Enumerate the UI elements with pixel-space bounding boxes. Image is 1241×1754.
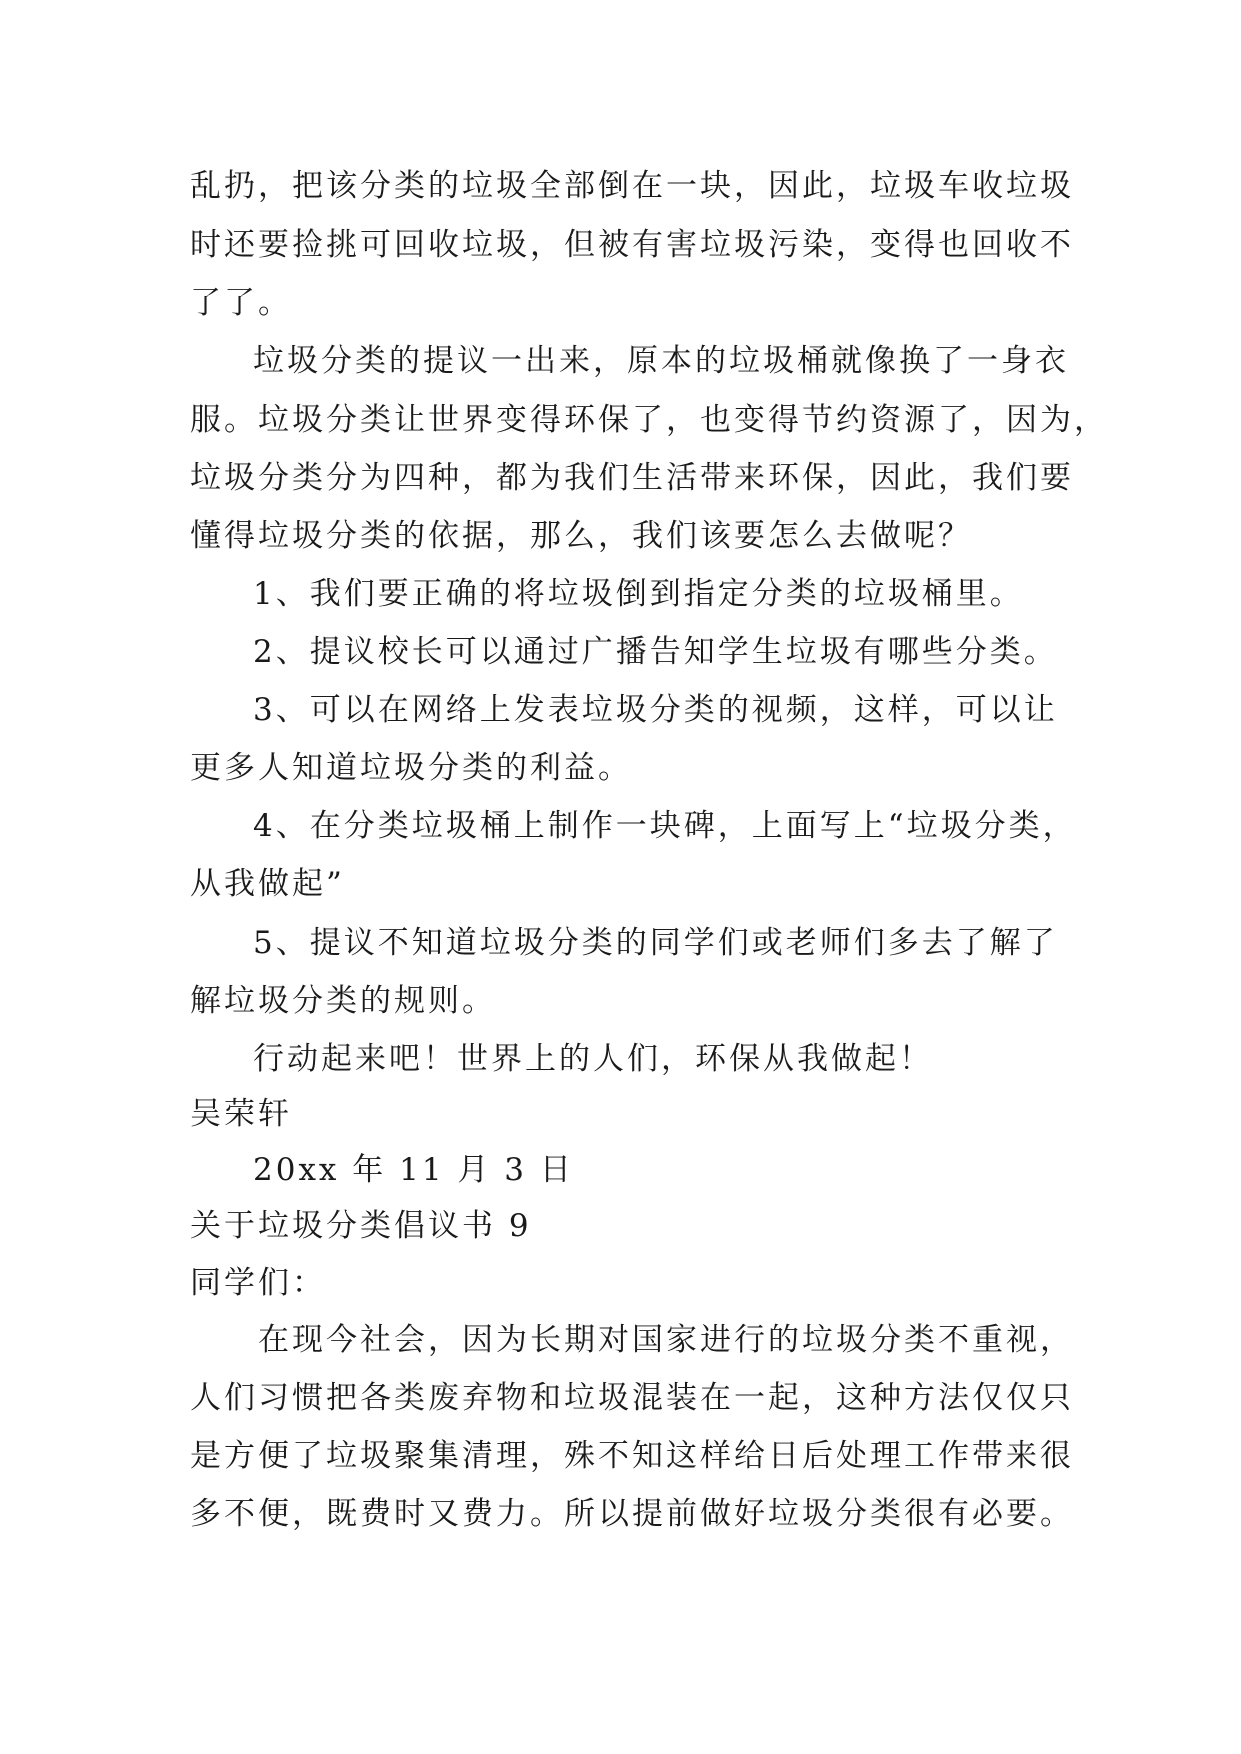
list-item-3: 3、可以在网络上发表垃圾分类的视频，这样，可以让 (253, 692, 1058, 728)
list-item-2: 2、提议校长可以通过广播告知学生垃圾有哪些分类。 (253, 634, 1058, 670)
author-name: 吴荣轩 (190, 1096, 292, 1132)
paragraph-start: 垃圾分类的提议一出来，原本的垃圾桶就像换了一身衣 (253, 343, 1069, 379)
text-line: 懂得垃圾分类的依据，那么，我们该要怎么去做呢？ (190, 518, 972, 554)
text-line: 更多人知道垃圾分类的利益。 (190, 750, 632, 786)
text-line: 是方便了垃圾聚集清理，殊不知这样给日后处理工作带来很 (190, 1438, 1074, 1474)
text-line: 从我做起” (190, 866, 345, 902)
section-title: 关于垃圾分类倡议书 9 (190, 1208, 532, 1244)
salutation: 同学们： (190, 1265, 326, 1301)
text-line: 了了。 (190, 285, 292, 321)
date-line: 20xx 年 11 月 3 日 (253, 1152, 574, 1188)
list-item-4: 4、在分类垃圾桶上制作一块碑，上面写上“垃圾分类， (253, 808, 1077, 844)
text-line: 垃圾分类分为四种，都为我们生活带来环保，因此，我们要 (190, 460, 1074, 496)
paragraph-start: 在现今社会，因为长期对国家进行的垃圾分类不重视， (258, 1322, 1074, 1358)
text-line: 乱扔，把该分类的垃圾全部倒在一块，因此，垃圾车收垃圾 (190, 168, 1074, 204)
text-line: 服。垃圾分类让世界变得环保了，也变得节约资源了，因为， (190, 402, 1108, 438)
text-line: 解垃圾分类的规则。 (190, 983, 496, 1019)
text-line: 时还要捡挑可回收垃圾，但被有害垃圾污染，变得也回收不 (190, 227, 1074, 263)
closing-slogan: 行动起来吧！世界上的人们，环保从我做起！ (253, 1041, 933, 1077)
text-line: 多不便，既费时又费力。所以提前做好垃圾分类很有必要。 (190, 1496, 1074, 1532)
list-item-5: 5、提议不知道垃圾分类的同学们或老师们多去了解了 (253, 925, 1058, 961)
list-item-1: 1、我们要正确的将垃圾倒到指定分类的垃圾桶里。 (253, 576, 1024, 612)
text-line: 人们习惯把各类废弃物和垃圾混装在一起，这种方法仅仅只 (190, 1380, 1074, 1416)
